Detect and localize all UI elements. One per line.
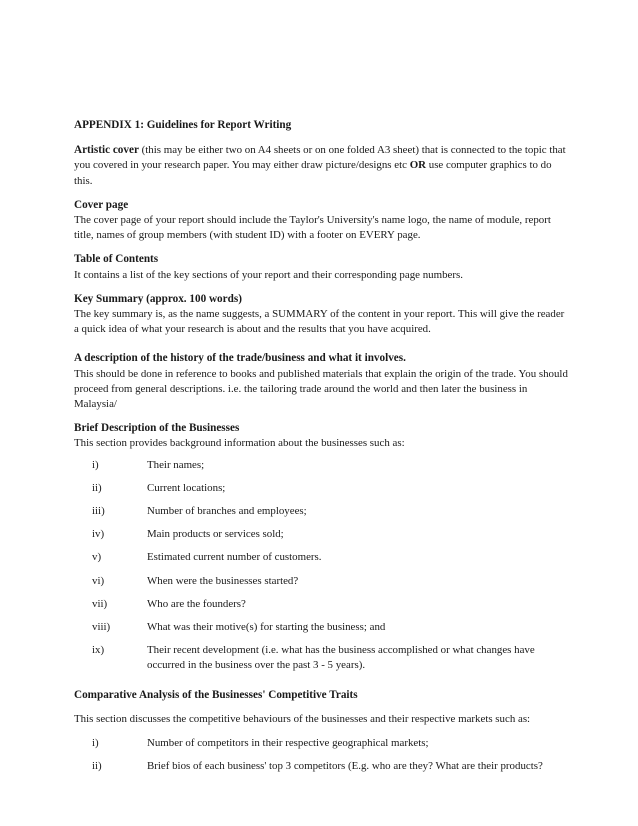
list-item-number: ii) [92, 481, 102, 494]
list-item [74, 481, 568, 496]
list-item [74, 574, 568, 589]
list-item-number: viii) [92, 621, 111, 634]
artistic-cover-section [74, 143, 568, 189]
cover-page-text: The cover page of your report should include the Taylor's University's name logo, the name of module, report title, names of group members (with student ID) with a footer on EVERY page. [74, 214, 551, 242]
key-summary-heading: Key Summary (approx. 100 words) [74, 292, 242, 305]
list-item-text: What was their motive(s) for starting the business; and [147, 621, 386, 634]
list-item [74, 643, 568, 673]
artistic-cover-heading: Artistic cover [74, 144, 139, 157]
comparative-analysis-heading: Comparative Analysis of the Businesses' Competitive Traits [74, 688, 358, 701]
comparative-analysis-list [74, 736, 568, 774]
list-item [74, 458, 568, 473]
list-item-number: i) [92, 458, 99, 471]
comparative-analysis-intro: This section discusses the competitive behaviours of the businesses and their respective markets such as: [74, 712, 531, 725]
key-summary-section [74, 292, 568, 338]
document-page [74, 118, 568, 784]
list-item-text: Brief bios of each business' top 3 competitors (E.g. who are they? What are their products? [147, 760, 543, 773]
artistic-cover-paragraph [74, 143, 568, 189]
history-text: This should be done in reference to books and published materials that explain the origin of the trade. You should proceed from general descriptions. i.e. the tailoring trade around the world and then later the business in Malaysia/ [74, 367, 568, 411]
toc-text: It contains a list of the key sections of your report and their corresponding page numbers. [74, 268, 463, 281]
list-item-number: i) [92, 737, 99, 750]
list-item [74, 597, 568, 612]
brief-description-section [74, 421, 568, 673]
brief-description-heading: Brief Description of the Businesses [74, 422, 240, 435]
toc-heading: Table of Contents [74, 253, 159, 266]
toc-section [74, 252, 568, 282]
list-item-number: ii) [92, 760, 102, 773]
brief-description-intro: This section provides background information about the businesses such as: [74, 437, 405, 450]
list-item-number: iii) [92, 505, 105, 518]
list-item-text: Their recent development (i.e. what has the business accomplished or what changes have occurred in the business over the past 3 - 5 years). [147, 644, 535, 672]
brief-description-list [74, 458, 568, 674]
list-item [74, 620, 568, 635]
list-item [74, 736, 568, 751]
comparative-analysis-section [74, 688, 568, 775]
list-item-text: When were the businesses started? [147, 574, 299, 587]
list-item [74, 759, 568, 774]
list-item-text: Number of competitors in their respective geographical markets; [147, 737, 429, 750]
list-item [74, 550, 568, 565]
list-item-number: vii) [92, 597, 108, 610]
cover-page-section [74, 198, 568, 244]
document-title: APPENDIX 1: Guidelines for Report Writing [74, 119, 292, 131]
list-item-text: Who are the founders? [147, 597, 246, 610]
list-item-text: Main products or services sold; [147, 528, 284, 541]
list-item-number: ix) [92, 644, 105, 657]
list-item-number: v) [92, 551, 102, 564]
list-item-number: iv) [92, 528, 105, 541]
list-item-text: Current locations; [147, 481, 226, 494]
cover-page-heading: Cover page [74, 198, 129, 211]
list-item [74, 527, 568, 542]
list-item-text: Number of branches and employees; [147, 505, 307, 518]
artistic-cover-text-1: (this may be either two on A4 sheets or on one folded A3 sheet) that is connected to the topic that you covered in your research paper. You may either draw picture/designs etc [74, 144, 566, 172]
key-summary-text: The key summary is, as the name suggests, a SUMMARY of the content in your report. This will give the reader a quick idea of what your research is about and the results that you have acquired. [74, 308, 565, 336]
artistic-cover-or: OR [409, 159, 427, 172]
history-section [74, 351, 568, 412]
list-item-text: Their names; [147, 458, 205, 471]
list-item [74, 504, 568, 519]
artistic-cover-text-2: use computer graphics to do this. [74, 159, 552, 187]
list-item-number: vi) [92, 574, 105, 587]
list-item-text: Estimated current number of customers. [147, 551, 322, 564]
history-heading: A description of the history of the trade/business and what it involves. [74, 352, 406, 365]
